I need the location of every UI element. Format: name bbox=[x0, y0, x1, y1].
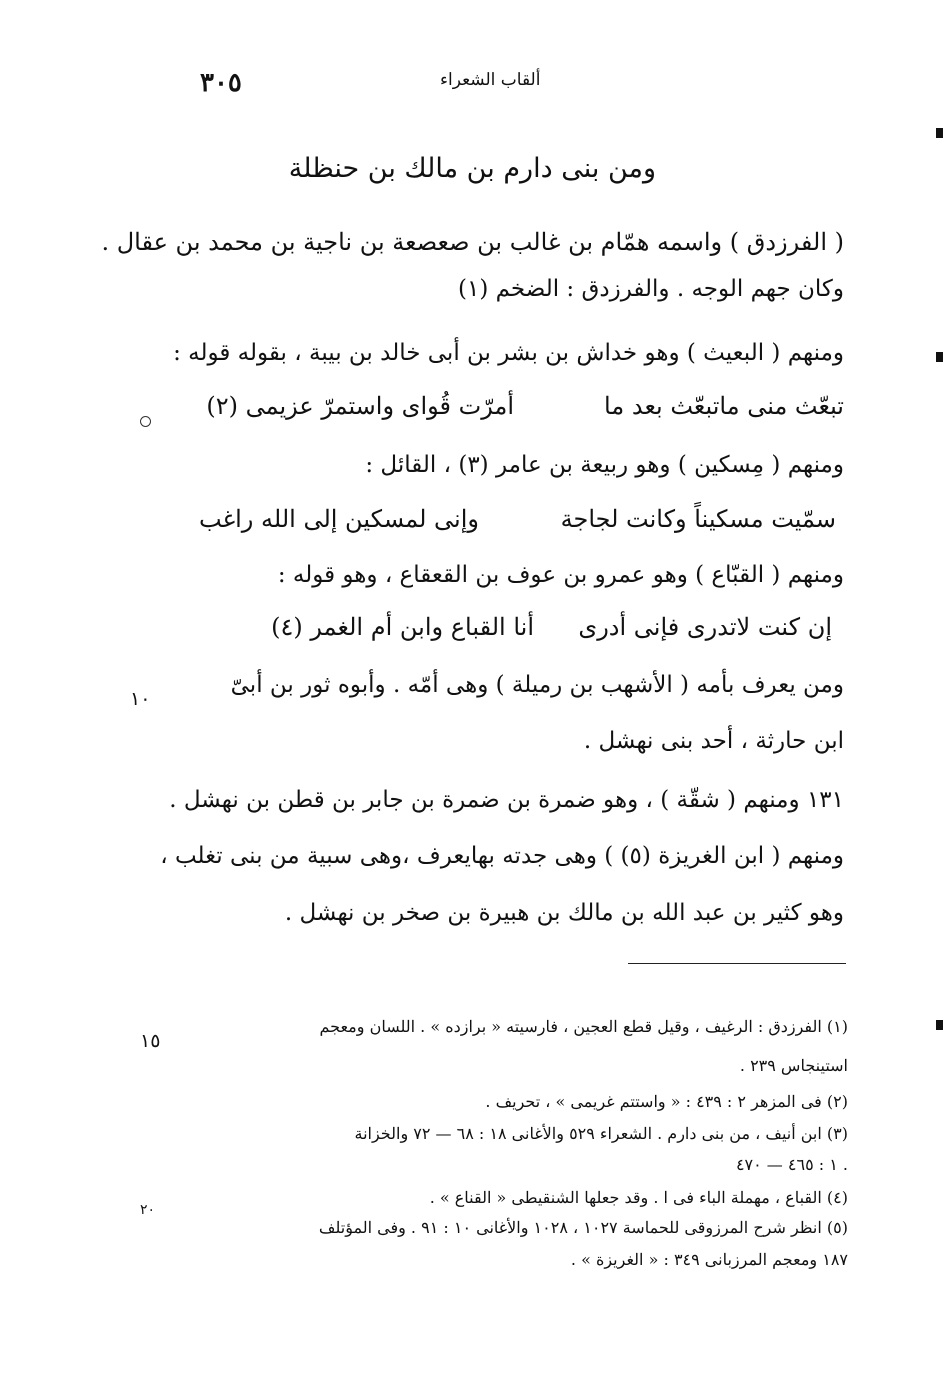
verse-3-second-hemistich: أنا القباع وابن أم الغمر (٤) bbox=[271, 613, 534, 641]
body-line-5: ومنهم ( القبّاع ) وهو عمرو بن عوف بن القعقاع ، وهو قوله : bbox=[277, 562, 844, 588]
footnote-5-line-2: ١٨٧ ومعجم المرزبانى ٣٤٩ : « الغريزة » . bbox=[570, 1250, 848, 1269]
verse-3-first-hemistich: إن كنت لاتدرى فإنى أدرى bbox=[578, 613, 832, 641]
verse-2-first-hemistich: سمّيت مسكيناً وكانت لجاجة bbox=[560, 505, 836, 533]
margin-line-number-15: ١٥ bbox=[140, 1030, 161, 1052]
body-line-7: ابن حارثة ، أحد بنى نهشل . bbox=[583, 728, 844, 754]
body-line-2: وكان جهم الوجه . والفرزدق : الضخم (١) bbox=[458, 276, 844, 302]
body-line-4: ومنهم ( مِسكين ) وهو ربيعة بن عامر (٣) ، القائل : bbox=[365, 452, 844, 478]
footnote-4: (٤) القباع ، مهملة الباء فى ا . وقد جعلها الشنقيطى « القناع » . bbox=[429, 1188, 848, 1207]
footnote-divider bbox=[628, 963, 846, 964]
body-line-6: ومن يعرف بأمه ( الأشهب بن رميلة ) وهى أمّه . وأبوه ثور بن أبىّ bbox=[230, 672, 844, 698]
footnote-1-line-1: (١) الفرزدق : الرغيف ، وقيل قطع العجين ، فارسيته « برازده » . اللسان ومعجم bbox=[319, 1017, 848, 1036]
footnote-3-line-2: ١ : ٤٦٥ — ٤٧٠ . bbox=[735, 1155, 848, 1174]
verse-1-first-hemistich: تبعّث منى ماتبعّث بعد ما bbox=[604, 392, 844, 420]
scan-edge-mark bbox=[936, 128, 943, 138]
section-heading: ومن بنى دارم بن مالك بن حنظلة bbox=[288, 153, 656, 184]
margin-line-number-10: ١٠ bbox=[130, 688, 151, 710]
verse-1-second-hemistich: أمرّت قُواى واستمرّ عزيمى (٢) bbox=[206, 392, 514, 420]
scan-edge-mark bbox=[936, 1020, 943, 1030]
running-header-title: ألقاب الشعراء bbox=[440, 70, 541, 90]
margin-line-number-20: ٢٠ bbox=[140, 1202, 156, 1218]
scan-speck bbox=[140, 416, 151, 427]
body-line-10: وهو كثير بن عبد الله بن مالك بن هبيرة بن صخر بن نهشل . bbox=[284, 900, 844, 926]
body-line-8: ١٣١ ومنهم ( شقّة ) ، وهو ضمرة بن ضمرة بن جابر بن قطن بن نهشل . bbox=[169, 787, 844, 813]
page-number: ٣٠٥ bbox=[200, 68, 242, 98]
verse-2-second-hemistich: وإنى لمسكين إلى الله راغب bbox=[199, 505, 479, 533]
body-line-9: ومنهم ( ابن الغريزة (٥) ) وهى جدته بهايعرف ،وهى سبية من بنى تغلب ، bbox=[160, 843, 844, 869]
body-line-3: ومنهم ( البعيث ) وهو خداش بن بشر بن أبى خالد بن بيبة ، بقوله قوله : bbox=[173, 340, 844, 366]
body-line-1: ( الفرزدق ) واسمه همّام بن غالب بن صعصعة بن ناجية بن محمد بن عقال . bbox=[101, 228, 844, 256]
footnote-3-line-1: (٣) ابن أنيف ، من بنى دارم . الشعراء ٥٢٩ والأغانى ١٨ : ٦٨ — ٧٢ والخزانة bbox=[354, 1124, 848, 1143]
footnote-1-line-2: استينجاس ٢٣٩ . bbox=[739, 1056, 848, 1075]
footnote-5-line-1: (٥) انظر شرح المرزوقى للحماسة ١٠٢٧ ، ١٠٢٨ والأغانى ١٠ : ٩١ . وفى المؤتلف bbox=[318, 1218, 848, 1237]
scan-edge-mark bbox=[936, 352, 943, 362]
footnote-2: (٢) فى المزهر ٢ : ٤٣٩ : « واستتم غريمى » ، تحريف . bbox=[485, 1092, 848, 1111]
